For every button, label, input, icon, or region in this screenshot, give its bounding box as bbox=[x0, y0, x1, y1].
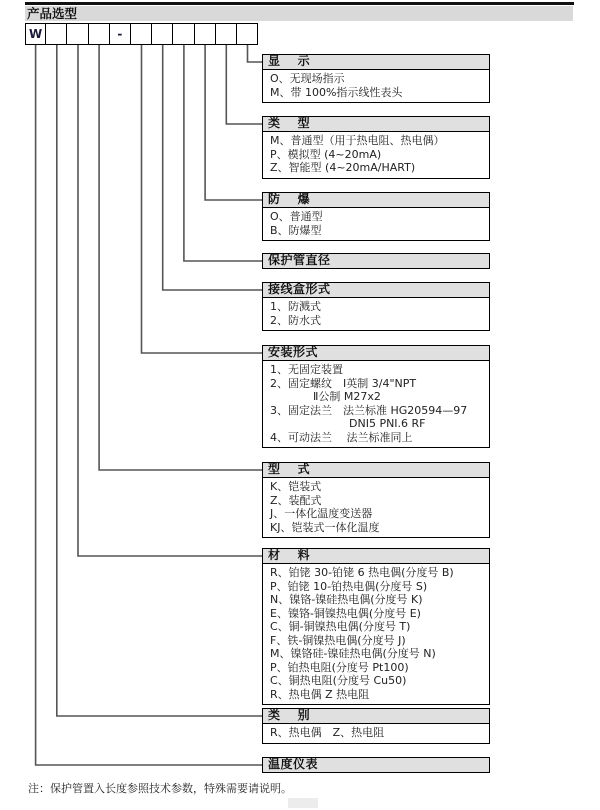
section-title: 类 别 bbox=[262, 708, 490, 724]
section-title: 安装形式 bbox=[262, 345, 490, 361]
section-item: R、热电偶 Z 热电阻 bbox=[270, 687, 370, 701]
section-item: P、模拟型 (4~20mA) bbox=[270, 147, 382, 161]
section-explosion-proof bbox=[262, 192, 490, 241]
section-material bbox=[262, 548, 490, 705]
section-item: N、镍铬-镍硅热电偶(分度号 K) bbox=[270, 593, 423, 606]
section-item: 2、防水式 bbox=[270, 313, 321, 327]
section-item: O、普通型 bbox=[270, 210, 323, 223]
section-item: Ⅱ公制 M27x2 bbox=[313, 390, 381, 403]
section-body bbox=[262, 361, 490, 448]
section-title: 类 型 bbox=[262, 116, 490, 132]
model-code-cell-4 bbox=[89, 23, 110, 45]
section-item: M、带 100%指示线性表头 bbox=[270, 85, 403, 99]
section-title: 温度仪表 bbox=[262, 757, 490, 773]
section-style bbox=[262, 462, 490, 538]
section-body bbox=[262, 724, 490, 744]
section-item: 2、固定螺纹 Ⅰ英制 3/4"NPT bbox=[270, 376, 417, 390]
section-item: O、无现场指示 bbox=[270, 72, 345, 85]
section-item: C、铜-铜镍热电偶(分度号 T) bbox=[270, 620, 411, 633]
model-code-cell-8 bbox=[173, 23, 194, 45]
section-item: P、铂铑 10-铂热电偶(分度号 S) bbox=[270, 579, 428, 593]
section-title: 材 料 bbox=[262, 548, 490, 564]
section-body bbox=[262, 208, 490, 241]
section-item: R、热电偶 Z、热电阻 bbox=[270, 726, 385, 739]
section-protection-tube-diameter bbox=[262, 253, 490, 269]
model-code-cell-7 bbox=[152, 23, 173, 45]
section-title: 接线盒形式 bbox=[262, 282, 490, 298]
page-title: 产品选型 bbox=[27, 6, 78, 21]
section-item: R、铂铑 30-铂铑 6 热电偶(分度号 B) bbox=[270, 566, 454, 579]
section-item: DNI5 PNI.6 RF bbox=[349, 417, 426, 430]
section-item: E、镍铬-铜镍热电偶(分度号 E) bbox=[270, 606, 421, 620]
section-item: F、铁-铜镍热电偶(分度号 J) bbox=[270, 633, 406, 647]
section-body bbox=[262, 564, 490, 705]
section-item: 3、固定法兰 法兰标准 HG20594—97 bbox=[270, 403, 468, 417]
model-code-cell-1: W bbox=[25, 23, 46, 45]
section-type bbox=[262, 116, 490, 179]
section-title: 显 示 bbox=[262, 54, 490, 70]
section-item: J、一体化温度变送器 bbox=[270, 507, 373, 520]
section-item: KJ、铠装式一体化温度 bbox=[270, 520, 380, 534]
section-body bbox=[262, 478, 490, 538]
section-display bbox=[262, 54, 490, 103]
footnote: 注：保护管置入长度参照技术参数，特殊需要请说明。 bbox=[28, 782, 292, 795]
section-title: 型 式 bbox=[262, 462, 490, 478]
model-code-cell-5: - bbox=[110, 23, 131, 45]
page-footer-artifact bbox=[288, 798, 318, 808]
section-item: 4、可动法兰 法兰标准同上 bbox=[270, 430, 413, 444]
model-code-cell-10 bbox=[216, 23, 237, 45]
section-item: K、铠装式 bbox=[270, 480, 322, 493]
section-junction-box bbox=[262, 282, 490, 331]
model-code-cell-6 bbox=[131, 23, 152, 45]
section-item: 1、防溅式 bbox=[270, 300, 321, 313]
section-item: B、防爆型 bbox=[270, 223, 322, 237]
section-item: Z、装配式 bbox=[270, 493, 322, 507]
model-code-cell-9 bbox=[195, 23, 216, 45]
model-code-cell-2 bbox=[46, 23, 67, 45]
section-item: C、铜热电阻(分度号 Cu50) bbox=[270, 674, 407, 687]
top-rule bbox=[25, 2, 574, 5]
section-item: Z、智能型 (4~20mA/HART) bbox=[270, 161, 416, 174]
section-instrument bbox=[262, 757, 490, 773]
section-item: P、铂热电阻(分度号 Pt100) bbox=[270, 660, 409, 674]
section-category bbox=[262, 708, 490, 744]
model-code-row bbox=[25, 23, 258, 45]
title-band bbox=[25, 6, 573, 21]
section-mounting bbox=[262, 345, 490, 448]
section-body bbox=[262, 132, 490, 179]
section-item: M、普通型（用于热电阻、热电偶） bbox=[270, 134, 445, 147]
section-title: 防 爆 bbox=[262, 192, 490, 208]
model-code-cell-3 bbox=[67, 23, 88, 45]
section-title: 保护管直径 bbox=[262, 253, 490, 269]
section-body bbox=[262, 70, 490, 103]
model-code-cell-11 bbox=[237, 23, 258, 45]
section-item: M、镍铬硅-镍硅热电偶(分度号 N) bbox=[270, 647, 436, 660]
section-item: 1、无固定装置 bbox=[270, 363, 343, 376]
section-body bbox=[262, 298, 490, 331]
